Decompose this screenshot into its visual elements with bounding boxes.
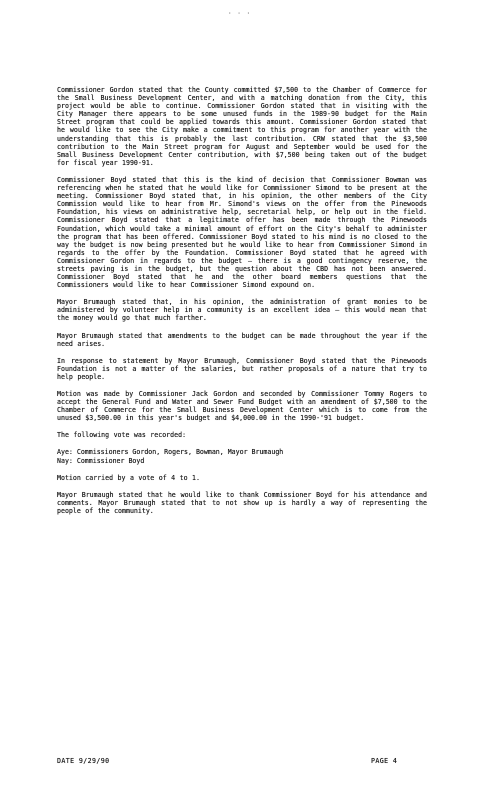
paragraph-boyd-response: In response to statement by Mayor Brumaugh, Commissioner Boyd stated that the Pinewoods Foundation is not a matter of the salaries, but rather proposals of a nature that try to help people. xyxy=(57,356,427,381)
paragraph-boyd-foundation: Commissioner Boyd stated that this is the kind of decision that Commissioner Bowman was referencing when he stated that he would like for Commissioner Simond to be present at the meeting. Commissioner Boyd stated that, in his opinion, the other members of the City Commission would like to hear from Mr. Simond's views on the offer from the Pinewoods Foundation, his views on administrative help, secretarial help, or help out in the field. Commissioner Boyd stated that a legitimate offer has been made through the Pinewoods Foundation, which would take a minimal amount of effort on the City's behalf to administer the program that has been offered. Commissioner Boyd stated to his mind is no closed to the way the budget is now being presented but he would like to hear from Commissioner Simond in regards to the offer by the Foundation. Commissioner Boyd stated that he agreed with Commissioner Gordon in regards to the budget – there is a good contingency reserve, the streets paving is in the budget, but the question about the CBD has not been answered. Commissioner Boyd stated that he and the other board members questions that the Commissioners would like to hear Commissioner Simond expound on. xyxy=(57,175,427,290)
vote-record xyxy=(57,448,427,464)
page-top-mark: · · · xyxy=(228,10,252,17)
paragraph-motion: Motion was made by Commissioner Jack Gordon and seconded by Commissioner Tommy Rogers to accept the General Fund and Water and Sewer Fund Budget with an amendment of $7,500 to the Chamber of Commerce for the Small Business Development Center which is to come from the unused $3,500.00 in this year's budget and $4,000.00 in the 1990-'91 budget. xyxy=(57,390,427,423)
paragraph-closing: Mayor Brumaugh stated that he would like to thank Commissioner Boyd for his attendance and comments. Mayor Brumaugh stated that to not show up is hardly a way of representing the people of the community. xyxy=(57,490,427,515)
vote-intro: The following vote was recorded: xyxy=(57,431,187,440)
footer-date: DATE 9/29/90 xyxy=(57,757,110,765)
paragraph-gordon-commitment: Commissioner Gordon stated that the County committed $7,500 to the Chamber of Commerce for the Small Business Development Center, and with a matching donation from the City, this project would be able to continue. Commissioner Gordon stated that in visiting with the City Manager there appears to be some unused funds in the 1989-90 budget for the Main Street program that could be applied towards this amount. Commissioner Gordon stated that he would like to see the City make a commitment to this program for another year with the understanding that this is probably the last contribution. CRW stated that the $3,500 contribution to the Main Street program for August and September would be used for the Small Business Development Center contribution, with $7,500 being taken out of the budget for fiscal year 1990-91. xyxy=(57,86,427,167)
vote-aye: Aye: Commissioners Gordon, Rogers, Bowman, Mayor Brumaugh xyxy=(57,448,284,457)
document-body xyxy=(57,86,427,524)
motion-result: Motion carried by a vote of 4 to 1. xyxy=(57,473,200,482)
paragraph-brumaugh-volunteer: Mayor Brumaugh stated that, in his opinion, the administration of grant monies to be administered by volunteer help in a community is an excellent idea – this would mean that the money would go that much farther. xyxy=(57,298,427,323)
footer-page-number: PAGE 4 xyxy=(371,757,398,765)
vote-nay: Nay: Commissioner Boyd xyxy=(57,456,145,465)
paragraph-brumaugh-amendments: Mayor Brumaugh stated that amendments to the budget can be made throughout the year if the need arises. xyxy=(57,331,427,348)
